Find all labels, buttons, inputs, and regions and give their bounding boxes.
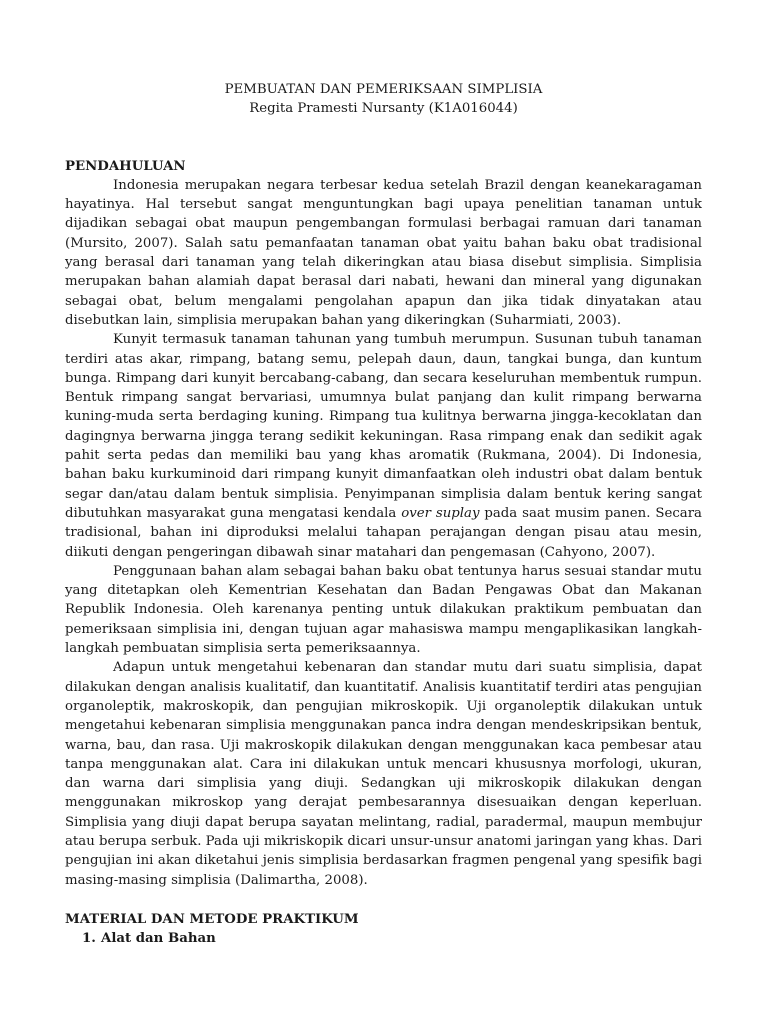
list-item-number: 1. <box>82 931 96 947</box>
paragraph-3-text: Penggunaan bahan alam sebagai bahan baku obat tentunya harus sesuai standar mutu yang ditetapkan oleh Kementrian Kesehatan dan Badan Pengawas Obat dan Makanan Republik Indonesia. Oleh karenanya penting untuk dilakukan praktikum pembuatan dan pemeriksaan simplisia ini, dengan tujuan agar mahasiswa mampu mengaplikasikan langkah-langkah pembuatan simplisia serta pemeriksaannya. <box>65 563 702 657</box>
paragraph-1 <box>65 176 702 330</box>
document-author: Regita Pramesti Nursanty (K1A016044) <box>249 101 518 117</box>
paragraph-2-italic-term: over suplay <box>401 505 480 521</box>
section-heading-material-metode: MATERIAL DAN METODE PRAKTIKUM <box>65 911 359 927</box>
paragraph-4-text: Adapun untuk mengetahui kebenaran dan standar mutu dari suatu simplisia, dapat dilakukan dengan analisis kualitatif, dan kuantitatif. Analisis kuantitatif terdiri atas pengujian organoleptik, makroskopik, dan pengujian mikroskopik. Uji organoleptik dilakukan untuk mengetahui kebenaran simplisia menggunakan panca indra dengan mendeskripsikan bentuk, warna, bau, dan rasa. Uji makroskopik dilakukan dengan menggunakan kaca pembesar atau tanpa menggunakan alat. Cara ini dilakukan untuk mencari khususnya morfologi, ukuran, dan warna dari simplisia yang diuji. Sedangkan uji mikroskopik dilakukan dengan menggunakan mikroskop yang derajat pembesarannya disesuaikan dengan keperluan. Simplisia yang diuji dapat berupa sayatan melintang, radial, paradermal, maupun membujur atau berupa serbuk. Pada uji mikriskopik dicari unsur-unsur anatomi jaringan yang khas. Dari pengujian ini akan diketahui jenis simplisia berdasarkan fragmen pengenal yang spesifik bagi masing-masing simplisia (Dalimartha, 2008). <box>65 660 702 888</box>
paragraph-2-text-after: pada saat musim panen. Secara tradisional, bahan ini diproduksi melalui tahapan perajangan dengan pisau atau mesin, diikuti dengan pengeringan dibawah sinar matahari dan pengemasan (Cahyono, 2007). <box>65 505 702 560</box>
list-item-label: Alat dan Bahan <box>101 931 216 947</box>
paragraph-3 <box>65 562 702 658</box>
paragraph-4 <box>65 658 702 890</box>
section-heading-pendahuluan: PENDAHULUAN <box>65 158 186 174</box>
document-body <box>65 80 702 948</box>
paragraph-2 <box>65 330 702 562</box>
document-title: PEMBUATAN DAN PEMERIKSAAN SIMPLISIA <box>224 82 543 97</box>
list-item-alat-bahan <box>65 929 702 948</box>
paragraph-2-text-before: Kunyit termasuk tanaman tahunan yang tumbuh merumpun. Susunan tubuh tanaman terdiri atas akar, rimpang, batang semu, pelepah daun, daun, tangkai bunga, dan kuntum bunga. Rimpang dari kunyit bercabang-cabang, dan secara keseluruhan membentuk rumpun. Bentuk rimpang sangat bervariasi, umumnya bulat panjang dan kulit rimpang berwarna kuning-muda serta berdaging kuning. Rimpang tua kulitnya berwarna jingga-kecoklatan dan dagingnya berwarna jingga terang sedikit kekuningan. Rasa rimpang enak dan sedikit agak pahit serta pedas dan memiliki bau yang khas aromatik (Rukmana, 2004). Di Indonesia, bahan baku kurkuminoid dari rimpang kunyit dimanfaatkan oleh industri obat dalam bentuk segar dan/atau dalam bentuk simplisia. Penyimpanan simplisia dalam bentuk kering sangat dibutuhkan masyarakat guna mengatasi kendala <box>65 332 702 521</box>
paragraph-1-text: Indonesia merupakan negara terbesar kedua setelah Brazil dengan keanekaragaman hayatinya. Hal tersebut sangat menguntungkan bagi upaya penelitian tanaman untuk dijadikan sebagai obat maupun pengembangan formulasi berbagai ramuan dari tanaman (Mursito, 2007). Salah satu pemanfaatan tanaman obat yaitu bahan baku obat tradisional yang berasal dari tanaman yang telah dikeringkan atau biasa disebut simplisia. Simplisia merupakan bahan alamiah dapat berasal dari nabati, hewani dan mineral yang digunakan sebagai obat, belum mengalami pengolahan apapun dan jika tidak dinyatakan atau disebutkan lain, simplisia merupakan bahan yang dikeringkan (Suharmiati, 2003). <box>65 177 702 328</box>
